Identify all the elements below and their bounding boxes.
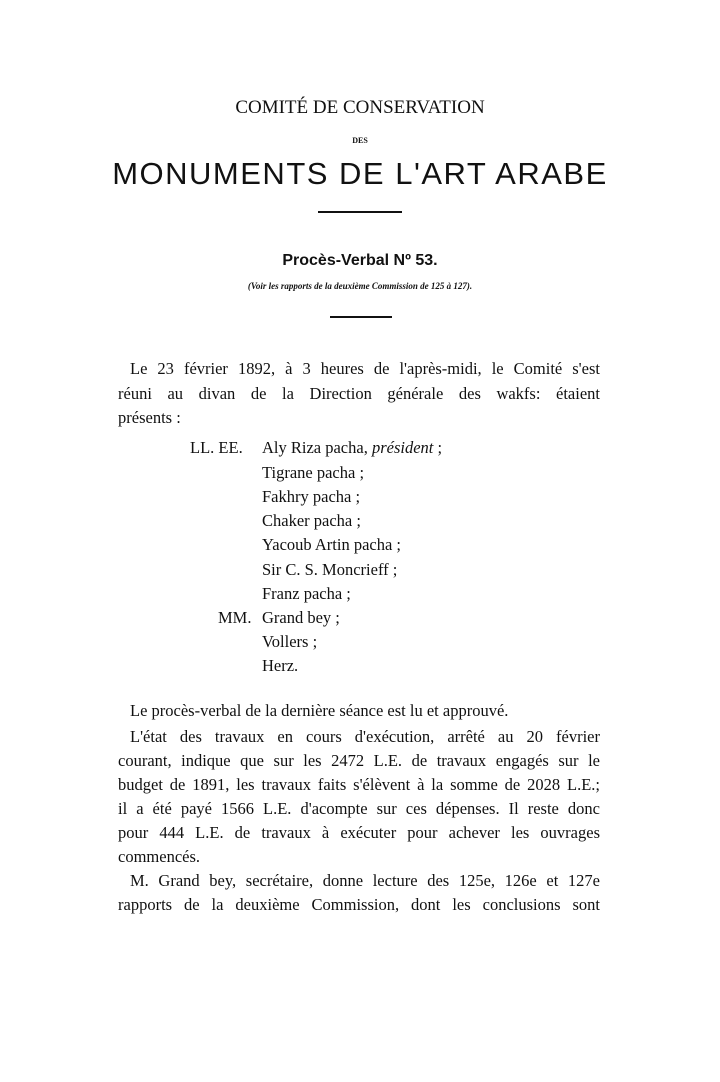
attendee: Chaker pacha ; xyxy=(262,511,361,530)
attendee: Sir C. S. Moncrieff ; xyxy=(262,560,398,579)
paragraph-line: budget de 1891, les travaux faits s'élèvent à la somme de 2028 L.E.; xyxy=(118,775,600,794)
committee-title: COMITÉ DE CONSERVATION xyxy=(235,97,485,118)
divider xyxy=(318,211,402,213)
attendee: Tigrane pacha ; xyxy=(262,463,365,482)
paragraph-line: L'état des travaux en cours d'exécution, arrêté au 20 février xyxy=(130,727,600,746)
paragraph-line: réuni au divan de la Direction générale des wakfs: étaient xyxy=(118,384,600,403)
attendee: Grand bey ; xyxy=(262,608,340,627)
paragraph-line: présents : xyxy=(118,408,181,427)
attendee: Herz. xyxy=(262,656,299,675)
attendee: Franz pacha ; xyxy=(262,584,351,603)
attendee: Fakhry pacha ; xyxy=(262,487,361,506)
attendee: Yacoub Artin pacha ; xyxy=(262,535,402,554)
paragraph-line: courant, indique que sur les 2472 L.E. de travaux engagés sur le xyxy=(118,751,600,770)
attendee-group-label: MM. xyxy=(218,608,252,627)
paragraph-line: pour 444 L.E. de travaux à exécuter pour achever les ouvrages xyxy=(118,823,600,842)
attendee-role: président xyxy=(371,438,434,457)
attendee: Vollers ; xyxy=(262,632,318,651)
paragraph-line: rapports de la deuxième Commission, dont les conclusions sont xyxy=(118,895,600,914)
punctuation: ; xyxy=(433,438,443,457)
paragraph-line: Le 23 février 1892, à 3 heures de l'après-midi, le Comité s'est xyxy=(130,359,600,378)
minutes-number: Procès-Verbal Nº 53. xyxy=(282,252,438,269)
paragraph-line: commencés. xyxy=(118,847,201,866)
divider xyxy=(330,316,392,318)
paragraph-line: Le procès-verbal de la dernière séance est lu et approuvé. xyxy=(130,701,509,720)
title-connector: DES xyxy=(352,136,368,145)
attendee-president xyxy=(262,438,442,458)
reference-note: (Voir les rapports de la deuxième Commission de 125 à 127). xyxy=(247,281,473,291)
paragraph-line: il a été payé 1566 L.E. d'acompte sur ces dépenses. Il reste donc xyxy=(118,799,600,818)
main-title: MONUMENTS DE L'ART ARABE xyxy=(112,156,608,191)
paragraph-line: M. Grand bey, secrétaire, donne lecture des 125e, 126e et 127e xyxy=(130,871,600,890)
attendee-group-label: LL. EE. xyxy=(190,438,243,457)
attendee-name: Aly Riza pacha, xyxy=(262,438,372,457)
